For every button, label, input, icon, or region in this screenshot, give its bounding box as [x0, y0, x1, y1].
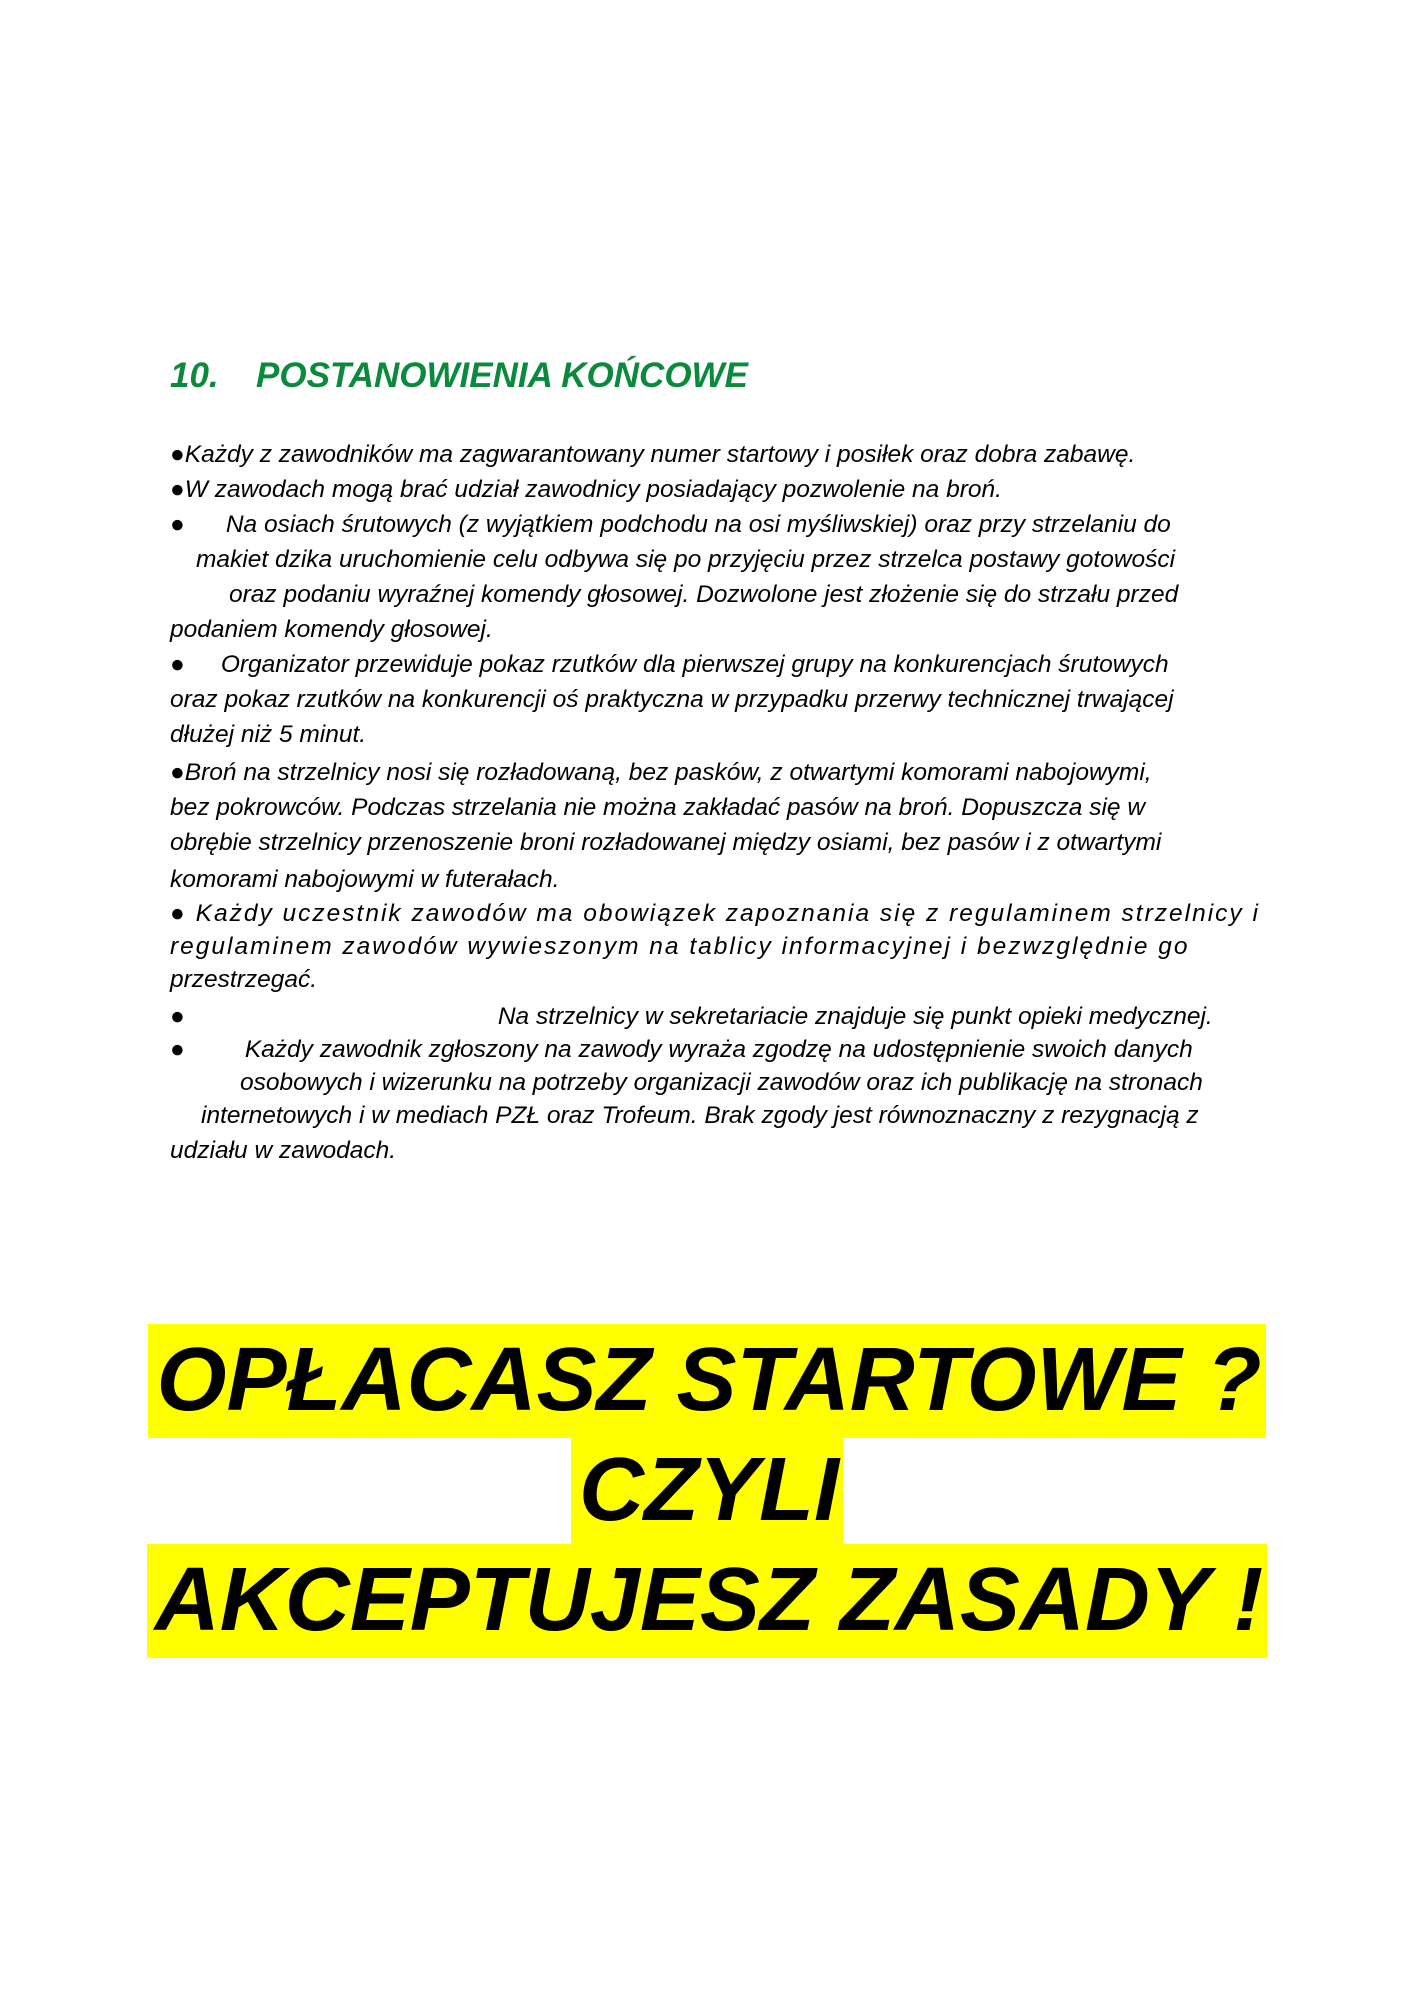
rule-line: podaniem komendy głosowej.	[170, 616, 493, 643]
rule-line	[170, 510, 1171, 540]
slogan-text: AKCEPTUJESZ ZASADY !	[147, 1544, 1267, 1658]
section-heading	[170, 356, 748, 396]
rule-line: udziału w zawodach.	[170, 1137, 397, 1164]
rule-text: Każdy zawodnik zgłoszony na zawody wyraża zgodzę na udostępnienie swoich danych	[244, 1036, 1193, 1063]
bullet: ●	[170, 511, 185, 538]
rule-text: Na strzelnicy w sekretariacie znajduje się punkt opieki medycznej.	[497, 1003, 1213, 1030]
slogan-line	[0, 1440, 1414, 1540]
rule-text: Na osiach śrutowych (z wyjątkiem podchodu na osi myśliwskiej) oraz przy strzelaniu do	[225, 511, 1171, 538]
section-number: 10.	[170, 356, 219, 395]
rule-line: ●Każdy z zawodników ma zagwarantowany numer startowy i posiłek oraz dobra zabawę.	[170, 441, 1136, 468]
rule-line: bez pokrowców. Podczas strzelania nie można zakładać pasów na broń. Dopuszcza się w	[170, 794, 1146, 821]
slogan-line	[0, 1550, 1414, 1650]
bullet: ●	[170, 1036, 185, 1063]
rule-line: makiet dzika uruchomienie celu odbywa się po przyjęciu przez strzelca postawy gotowości	[196, 546, 1176, 573]
bullet: ●	[170, 1003, 185, 1030]
rule-line: oraz pokaz rzutków na konkurencji oś praktyczna w przypadku przerwy technicznej trwającej	[170, 686, 1174, 713]
slogan-line	[0, 1330, 1414, 1430]
rule-line: osobowych i wizerunku na potrzeby organizacji zawodów oraz ich publikację na stronach	[240, 1069, 1203, 1096]
rule-line: przestrzegać.	[170, 966, 318, 993]
rule-line: komorami nabojowymi w futerałach.	[170, 866, 560, 893]
rule-line: ● Każdy uczestnik zawodów ma obowiązek zapoznania się z regulaminem strzelnicy i	[170, 900, 1260, 927]
rule-line: regulaminem zawodów wywieszonym na tablicy informacyjnej i bezwzględnie go	[170, 933, 1190, 960]
rule-line	[170, 1035, 1193, 1065]
rule-line	[170, 650, 1169, 680]
rule-line: obrębie strzelnicy przenoszenie broni rozładowanej między osiami, bez pasów i z otwartymi	[170, 829, 1162, 856]
slogan-text: CZYLI	[571, 1434, 843, 1548]
slogan-text: OPŁACASZ STARTOWE ?	[148, 1324, 1265, 1438]
rule-line	[170, 1002, 1213, 1032]
rule-line: ●Broń na strzelnicy nosi się rozładowaną, bez pasków, z otwartymi komorami nabojowymi,	[170, 759, 1152, 786]
rule-line: internetowych i w mediach PZŁ oraz Trofeum. Brak zgody jest równoznaczny z rezygnacją z	[201, 1102, 1199, 1129]
section-title: POSTANOWIENIA KOŃCOWE	[256, 356, 748, 395]
rule-text: Organizator przewiduje pokaz rzutków dla pierwszej grupy na konkurencjach śrutowych	[220, 651, 1169, 678]
bullet: ●	[170, 651, 185, 678]
rule-line: oraz podaniu wyraźnej komendy głosowej. Dozwolone jest złożenie się do strzału przed	[229, 581, 1179, 608]
rule-line: ●W zawodach mogą brać udział zawodnicy posiadający pozwolenie na broń.	[170, 476, 1002, 503]
rule-line: dłużej niż 5 minut.	[170, 721, 367, 748]
